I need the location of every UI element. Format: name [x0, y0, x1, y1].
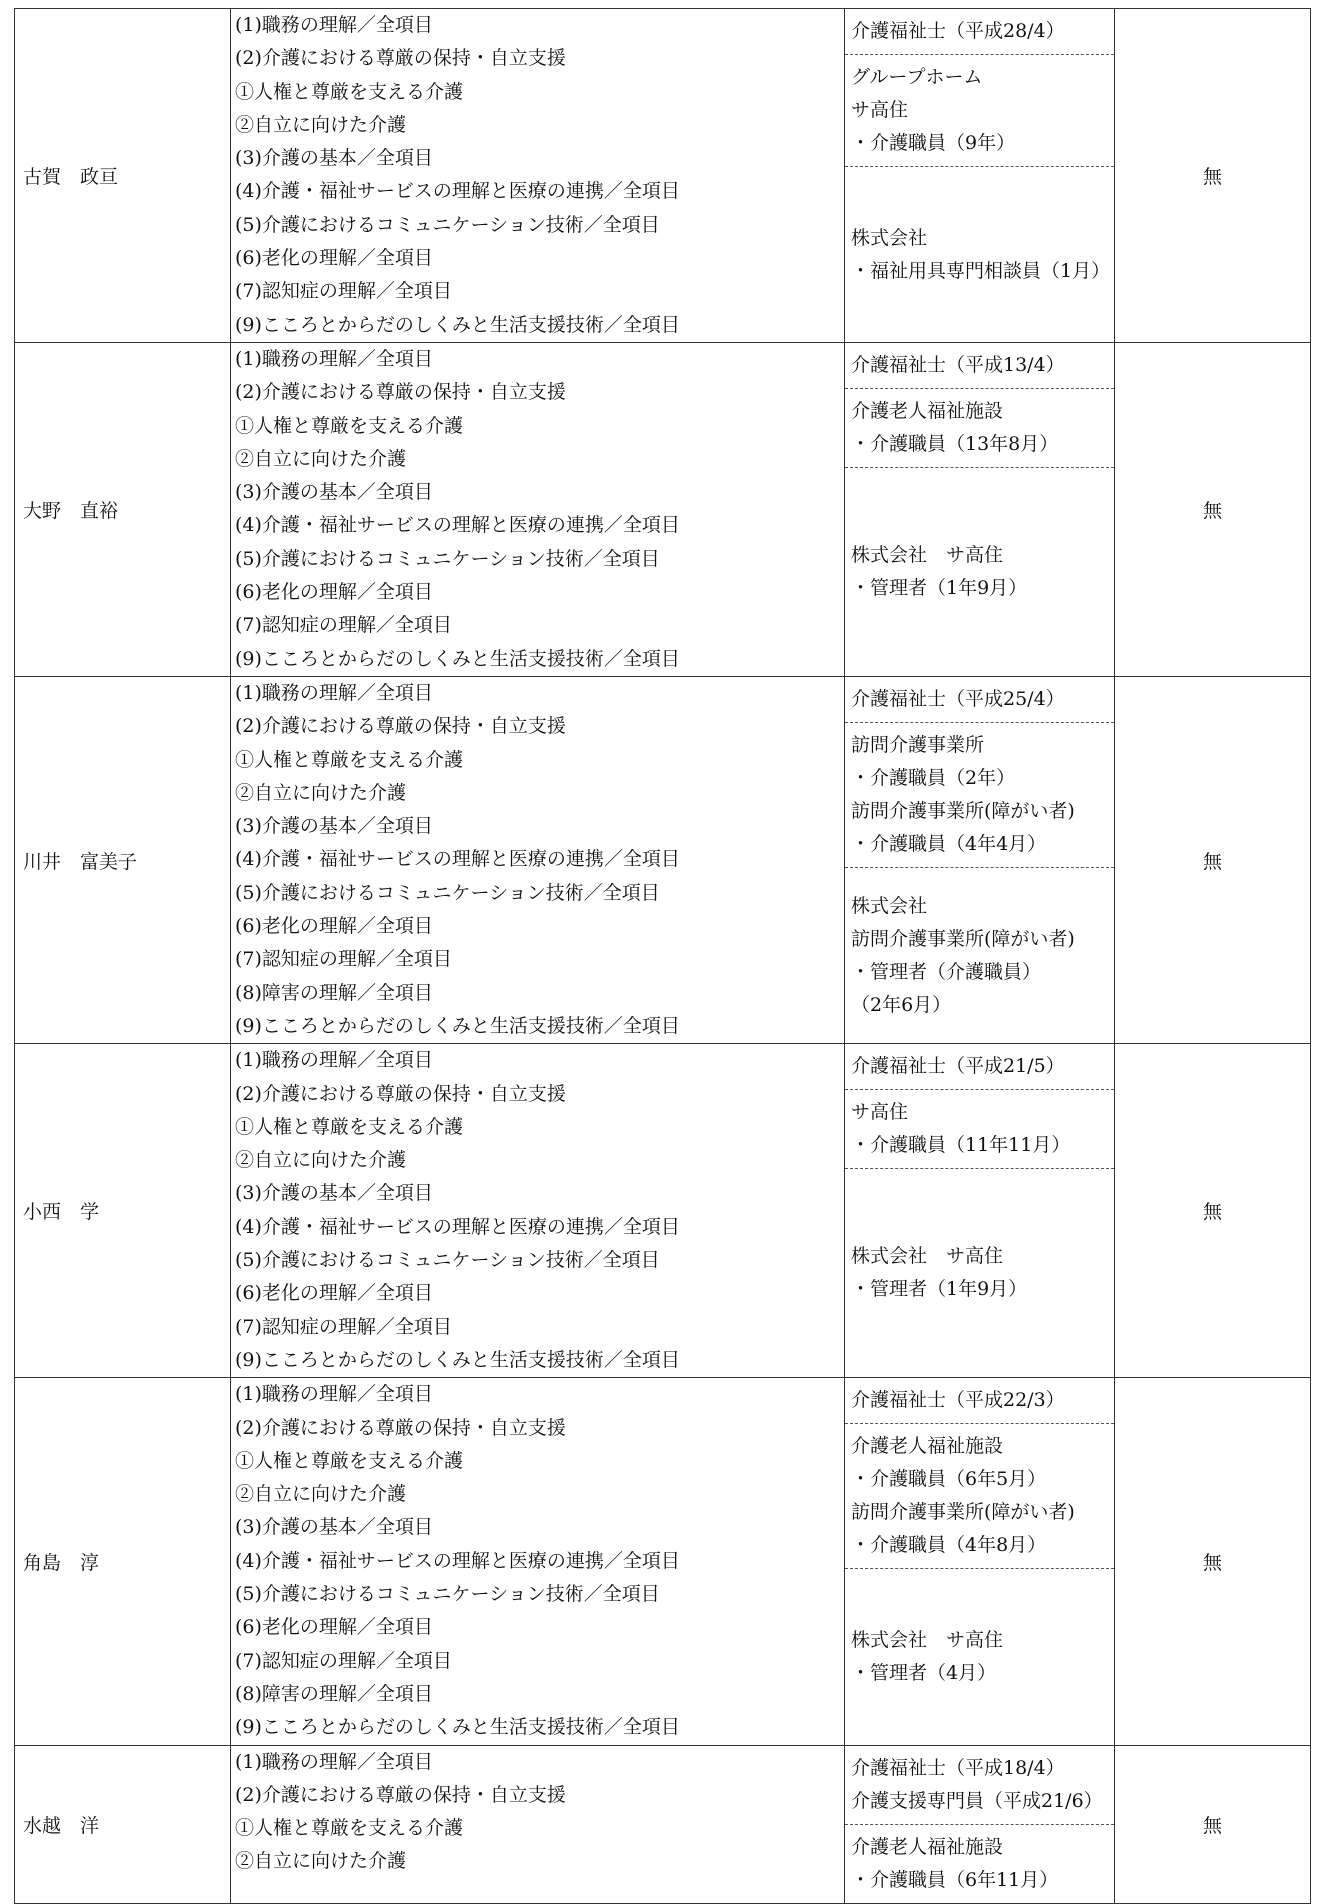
- subject-item: (6)老化の理解／全項目: [235, 1282, 433, 1305]
- subject-list: [235, 343, 844, 676]
- instructor-row: [15, 343, 1311, 677]
- subject-item: (2)介護における尊厳の保持・自立支援: [235, 715, 566, 738]
- subject-item: (3)介護の基本／全項目: [235, 815, 433, 838]
- qualification-license: [845, 1378, 1114, 1423]
- subject-item: ①人権と尊厳を支える介護: [235, 1449, 464, 1472]
- subject-item: ①人権と尊厳を支える介護: [235, 748, 464, 771]
- qualification-experience: [845, 467, 1114, 676]
- subject-cell: [231, 343, 845, 677]
- qualification-license: [845, 343, 1114, 388]
- subject-item: (5)介護におけるコミュニケーション技術／全項目: [235, 213, 660, 236]
- qualification-stack: [845, 1746, 1114, 1903]
- qualification-line: 株式会社: [851, 226, 928, 249]
- subject-item: ②自立に向けた介護: [235, 113, 407, 136]
- instructor-name: 大野 直裕: [15, 343, 231, 677]
- qualification-line: ・管理者（4月）: [851, 1661, 997, 1684]
- qualification-stack: [845, 9, 1114, 342]
- subject-item: ①人権と尊厳を支える介護: [235, 414, 464, 437]
- subject-item: ②自立に向けた介護: [235, 781, 407, 804]
- subject-item: (2)介護における尊厳の保持・自立支援: [235, 1416, 566, 1439]
- qualification-line: 介護老人福祉施設: [851, 400, 1004, 422]
- qualification-line: ・福祉用具専門相談員（1月）: [851, 259, 1111, 282]
- remarks-cell: 無: [1115, 1378, 1311, 1745]
- qualification-line: ・介護職員（6年5月）: [851, 1468, 1047, 1491]
- qualification-line: 訪問介護事業所(障がい者): [851, 1501, 1075, 1524]
- qualification-cell: [845, 1378, 1115, 1745]
- qualification-line: 株式会社 サ高住: [851, 544, 1004, 566]
- instructor-table-body: [15, 9, 1311, 1904]
- qualification-experience: [845, 1089, 1114, 1168]
- qualification-line: ・介護職員（13年8月）: [851, 433, 1059, 455]
- subject-item: (7)認知症の理解／全項目: [235, 614, 452, 637]
- remarks-cell: 無: [1115, 9, 1311, 343]
- remarks-cell: 無: [1115, 677, 1311, 1044]
- subject-cell: [231, 1044, 845, 1378]
- subject-item: (5)介護におけるコミュニケーション技術／全項目: [235, 547, 660, 570]
- instructor-row: [15, 9, 1311, 343]
- qualification-line: ・管理者（介護職員）: [851, 960, 1042, 983]
- subject-item: (6)老化の理解／全項目: [235, 1616, 433, 1639]
- instructor-row: [15, 1378, 1311, 1745]
- qualification-experience: [845, 1824, 1114, 1903]
- qualification-line: ・介護職員（4年4月）: [851, 833, 1047, 856]
- qualification-line: ・介護職員（9年）: [851, 132, 1016, 154]
- qualification-line: 介護老人福祉施設: [851, 1835, 1004, 1858]
- subject-item: ①人権と尊厳を支える介護: [235, 1817, 464, 1840]
- subject-item: (8)障害の理解／全項目: [235, 1682, 433, 1705]
- subject-list: [235, 1746, 844, 1879]
- qualification-line: ・管理者（1年9月）: [851, 577, 1028, 599]
- subject-cell: [231, 677, 845, 1044]
- qualification-cell: [845, 1044, 1115, 1378]
- instructor-name: 角島 淳: [15, 1378, 231, 1745]
- subject-list: [235, 1378, 844, 1744]
- subject-item: (7)認知症の理解／全項目: [235, 280, 452, 303]
- subject-item: (2)介護における尊厳の保持・自立支援: [235, 1783, 566, 1806]
- subject-item: (1)職務の理解／全項目: [235, 348, 433, 370]
- subject-item: (9)こころとからだのしくみと生活支援技術／全項目: [235, 1348, 680, 1371]
- instructor-name: 古賀 政亘: [15, 9, 231, 343]
- subject-list: [235, 9, 844, 342]
- instructor-row: [15, 1044, 1311, 1378]
- subject-item: (2)介護における尊厳の保持・自立支援: [235, 1082, 566, 1105]
- subject-item: (1)職務の理解／全項目: [235, 14, 433, 36]
- subject-item: (4)介護・福祉サービスの理解と医療の連携／全項目: [235, 848, 680, 871]
- qualification-cell: [845, 343, 1115, 677]
- subject-item: ①人権と尊厳を支える介護: [235, 80, 464, 103]
- subject-item: (3)介護の基本／全項目: [235, 1516, 433, 1539]
- qualification-experience: [845, 1423, 1114, 1568]
- qualification-line: （2年6月）: [851, 993, 952, 1016]
- subject-item: (6)老化の理解／全項目: [235, 247, 433, 270]
- qualification-line: 介護福祉士（平成25/4）: [851, 688, 1065, 711]
- qualification-line: 介護福祉士（平成13/4）: [851, 354, 1065, 376]
- subject-item: ①人権と尊厳を支える介護: [235, 1115, 464, 1138]
- instructor-name: 小西 学: [15, 1044, 231, 1378]
- subject-cell: [231, 9, 845, 343]
- qualification-line: ・管理者（1年9月）: [851, 1278, 1028, 1301]
- remarks-cell: 無: [1115, 1044, 1311, 1378]
- subject-item: (3)介護の基本／全項目: [235, 1182, 433, 1205]
- qualification-line: 訪問介護事業所: [851, 734, 985, 757]
- subject-item: (8)障害の理解／全項目: [235, 981, 433, 1004]
- qualification-line: 介護福祉士（平成21/5）: [851, 1055, 1065, 1078]
- qualification-experience: [845, 1568, 1114, 1744]
- subject-list: [235, 1044, 844, 1377]
- remarks-cell: 無: [1115, 1745, 1311, 1903]
- subject-item: (9)こころとからだのしくみと生活支援技術／全項目: [235, 313, 680, 336]
- subject-item: (7)認知症の理解／全項目: [235, 1315, 452, 1338]
- qualification-stack: [845, 1378, 1114, 1744]
- qualification-experience: [845, 54, 1114, 166]
- subject-item: (6)老化の理解／全項目: [235, 915, 433, 938]
- subject-item: (1)職務の理解／全項目: [235, 1383, 433, 1406]
- qualification-experience: [845, 1168, 1114, 1377]
- subject-item: ②自立に向けた介護: [235, 1850, 407, 1873]
- qualification-line: 介護福祉士（平成18/4）: [851, 1756, 1065, 1779]
- subject-item: (1)職務の理解／全項目: [235, 1750, 433, 1773]
- qualification-experience: [845, 388, 1114, 467]
- subject-item: (2)介護における尊厳の保持・自立支援: [235, 381, 566, 404]
- qualification-stack: [845, 343, 1114, 676]
- subject-item: (3)介護の基本／全項目: [235, 147, 433, 170]
- subject-item: (1)職務の理解／全項目: [235, 1049, 433, 1072]
- qualification-cell: [845, 1745, 1115, 1903]
- subject-item: (7)認知症の理解／全項目: [235, 948, 452, 971]
- subject-item: (4)介護・福祉サービスの理解と医療の連携／全項目: [235, 1549, 680, 1572]
- qualification-line: ・介護職員（11年11月）: [851, 1134, 1071, 1157]
- subject-item: (9)こころとからだのしくみと生活支援技術／全項目: [235, 1716, 680, 1739]
- qualification-license: [845, 677, 1114, 722]
- qualification-license: [845, 1044, 1114, 1089]
- qualification-line: サ高住: [851, 1101, 909, 1124]
- subject-item: (3)介護の基本／全項目: [235, 481, 433, 504]
- qualification-line: 株式会社: [851, 894, 928, 917]
- qualification-line: サ高住: [851, 99, 909, 121]
- qualification-line: 介護支援専門員（平成21/6）: [851, 1789, 1103, 1812]
- subject-cell: [231, 1745, 845, 1903]
- subject-item: ②自立に向けた介護: [235, 1149, 407, 1172]
- subject-item: ②自立に向けた介護: [235, 1483, 407, 1506]
- subject-item: (9)こころとからだのしくみと生活支援技術／全項目: [235, 647, 680, 670]
- qualification-cell: [845, 677, 1115, 1044]
- qualification-line: 訪問介護事業所(障がい者): [851, 800, 1075, 823]
- qualification-line: 株式会社 サ高住: [851, 1628, 1004, 1651]
- subject-item: ②自立に向けた介護: [235, 447, 407, 470]
- qualification-experience: [845, 867, 1114, 1043]
- instructor-row: [15, 677, 1311, 1044]
- subject-item: (4)介護・福祉サービスの理解と医療の連携／全項目: [235, 180, 680, 203]
- subject-item: (2)介護における尊厳の保持・自立支援: [235, 47, 566, 70]
- instructor-name: 川井 富美子: [15, 677, 231, 1044]
- qualification-experience: [845, 166, 1114, 342]
- subject-cell: [231, 1378, 845, 1745]
- qualification-line: 介護福祉士（平成22/3）: [851, 1389, 1065, 1412]
- qualification-cell: [845, 9, 1115, 343]
- qualification-line: 株式会社 サ高住: [851, 1245, 1004, 1268]
- qualification-license: [845, 9, 1114, 54]
- subject-item: (4)介護・福祉サービスの理解と医療の連携／全項目: [235, 514, 680, 537]
- subject-item: (1)職務の理解／全項目: [235, 682, 433, 704]
- qualification-stack: [845, 1044, 1114, 1377]
- instructor-name: 水越 洋: [15, 1745, 231, 1903]
- remarks-cell: 無: [1115, 343, 1311, 677]
- subject-item: (5)介護におけるコミュニケーション技術／全項目: [235, 881, 660, 904]
- qualification-experience: [845, 722, 1114, 867]
- subject-item: (9)こころとからだのしくみと生活支援技術／全項目: [235, 1014, 680, 1037]
- subject-item: (4)介護・福祉サービスの理解と医療の連携／全項目: [235, 1215, 680, 1238]
- qualification-line: ・介護職員（2年）: [851, 767, 1016, 790]
- qualification-line: 訪問介護事業所(障がい者): [851, 927, 1075, 950]
- qualification-license: [845, 1746, 1114, 1824]
- qualification-line: 介護福祉士（平成28/4）: [851, 20, 1065, 42]
- qualification-line: グループホーム: [851, 66, 983, 88]
- qualification-line: 介護老人福祉施設: [851, 1435, 1004, 1458]
- subject-item: (5)介護におけるコミュニケーション技術／全項目: [235, 1583, 660, 1606]
- subject-item: (5)介護におけるコミュニケーション技術／全項目: [235, 1249, 660, 1272]
- subject-item: (6)老化の理解／全項目: [235, 581, 433, 604]
- instructor-table: [14, 8, 1311, 1904]
- subject-item: (7)認知症の理解／全項目: [235, 1649, 452, 1672]
- qualification-line: ・介護職員（4年8月）: [851, 1534, 1047, 1557]
- qualification-stack: [845, 677, 1114, 1043]
- instructor-row: [15, 1745, 1311, 1903]
- subject-list: [235, 677, 844, 1043]
- qualification-line: ・介護職員（6年11月）: [851, 1868, 1059, 1891]
